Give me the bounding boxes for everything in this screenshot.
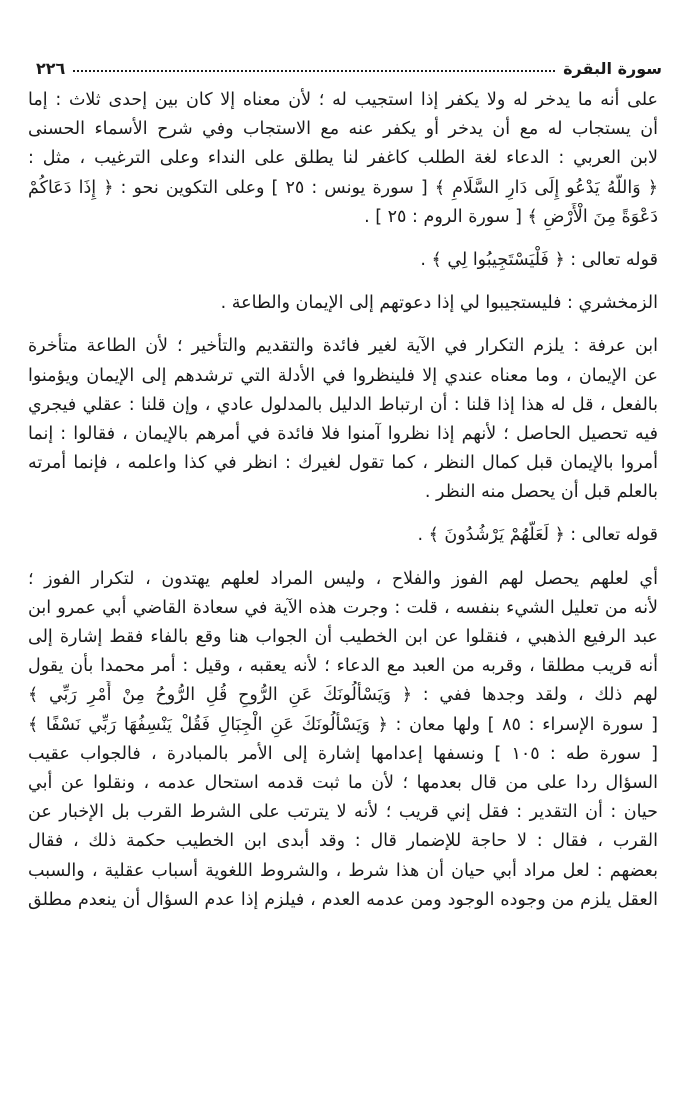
text-line: بعضهم : لعل مراد أبي حيان أن هذا شرط ، والشروط اللغوية أسباب عقلية ، والسبب	[28, 860, 658, 881]
surah-title: سورة البقرة	[563, 58, 662, 78]
text-line: دَعْوَةً مِنَ الْأَرْضِ ﴾ [ سورة الروم : ٢٥ ] .	[364, 206, 658, 227]
paragraph-gap	[28, 507, 658, 521]
page-header	[36, 56, 662, 80]
text-line: لأنه من تعليل الشيء بنفسه ، قلت : وجرت هذه الآية في سعادة القاضي أبي عمرو ابن	[28, 597, 658, 618]
text-line: الزمخشري : فليستجيبوا لي إذا دعوتهم إلى الإيمان والطاعة .	[220, 293, 658, 314]
page-body	[28, 86, 658, 915]
text-line: أي لعلهم يحصل لهم الفوز والفلاح ، وليس المراد لعلهم يهتدون ، لتكرار الفوز ؛	[28, 568, 658, 589]
text-line: فيه تحصيل الحاصل ؛ لأنهم إذا نظروا آمنوا فلا فائدة في أمرهم بالإيمان ، فقالوا : إنما	[28, 423, 658, 444]
text-line: أنه قريب مطلقا ، وقربه من العبد مع الدعاء ؛ لأنه يعقبه ، وقيل : أمر محمدا بأن يقول	[28, 656, 658, 677]
header-dotted-rule	[73, 70, 555, 72]
text-line: لابن العربي : الدعاء لغة الطلب كاغفر لنا يطلق على النداء وعلى الترغيب ، مثل :	[28, 148, 658, 169]
paragraph-gap	[28, 551, 658, 565]
text-line: العقل يلزم من وجوده الوجود ومن عدمه العدم ، فيلزم إذا عدم السؤال أن ينعدم مطلق	[28, 889, 658, 910]
text-line: أمروا بالإيمان قبل كمال النظر ، كما تقول لغيرك : انظر في كذا واعلمه ، فإنما أمرته	[28, 453, 658, 474]
paragraph-gap	[28, 275, 658, 289]
text-line: [ سورة الإسراء : ٨٥ ] ولها معان : ﴿ وَيَسْأَلُونَكَ عَنِ الْجِبَالِ فَقُلْ يَنْسِفُهَا رَبِّي نَسْفًا ﴾	[28, 714, 658, 735]
text-line: على أنه ما يدخر له ولا يكفر إذا استجيب له ؛ لأن معناه إلا كان بين إحدى ثلاث : إما	[28, 90, 658, 110]
text-line: بالفعل ، قل له هذا إذا قلنا : أن ارتباط الدليل بالمدلول عادي ، وإن قلنا : عقلي فيجري	[28, 394, 658, 415]
paragraph-gap	[28, 232, 658, 246]
text-line: عن الإيمان ، وما معناه عندي إلا فلينظروا في الأدلة التي ترشدهم إلى الإيمان ويؤمنوا	[28, 365, 658, 386]
page-number: ٢٢٦	[36, 58, 66, 78]
text-line: لهم ذلك ، ولقد وجدها ففي : ﴿ وَيَسْأَلُونَكَ عَنِ الرُّوحِ قُلِ الرُّوحُ مِنْ أَمْرِ رَبِّي ﴾	[28, 685, 658, 706]
text-line: ابن عرفة : يلزم التكرار في الآية لغير فائدة والتقديم والتأخير ؛ لأن الطاعة متأخرة	[28, 336, 658, 357]
text-line: عبد الرفيع الذهبي ، فنقلوا عن ابن الخطيب أن الجواب هنا وقع بالفاء فقط إشارة إلى	[28, 627, 658, 647]
text-line: السؤال ردا على من قال بعدمها ؛ لأن ما ثبت قدمه استحال عدمه ، ونقلوا عن أبي	[28, 772, 658, 793]
text-line: ﴿ وَاللَّهُ يَدْعُو إِلَى دَارِ السَّلَامِ ﴾ [ سورة يونس : ٢٥ ] وعلى التكوين نحو : ﴿ إِذَا دَعَاكُمْ	[28, 177, 658, 198]
text-line: حيان : أن التقدير : فقل إني قريب ؛ لأنه لا يترتب على الشرط القرب بل الإخبار عن	[28, 802, 658, 823]
text-line: قوله تعالى : ﴿ فَلْيَسْتَجِيبُوا لِي ﴾ .	[420, 249, 658, 270]
text-line: [ سورة طه : ١٠٥ ] ونسفها إعدامها إشارة إلى الأمر بالمبادرة ، فالجواب عقيب	[28, 743, 658, 764]
paragraph-gap	[28, 318, 658, 332]
text-line: بالعلم قبل أن يحصل منه النظر .	[424, 482, 658, 503]
text-line: أن يستجاب له مع أن يدخر أو يكفر عنه مع الاستجاب وفي شرح الأسماء الحسنى	[28, 119, 658, 140]
text-line: القرب ، فقال : لا حاجة للإضمار قال : وقد أبدى ابن الخطيب حكمة ذلك ، فقال	[28, 831, 658, 852]
text-line: قوله تعالى : ﴿ لَعَلَّهُمْ يَرْشُدُونَ ﴾ .	[417, 525, 658, 546]
